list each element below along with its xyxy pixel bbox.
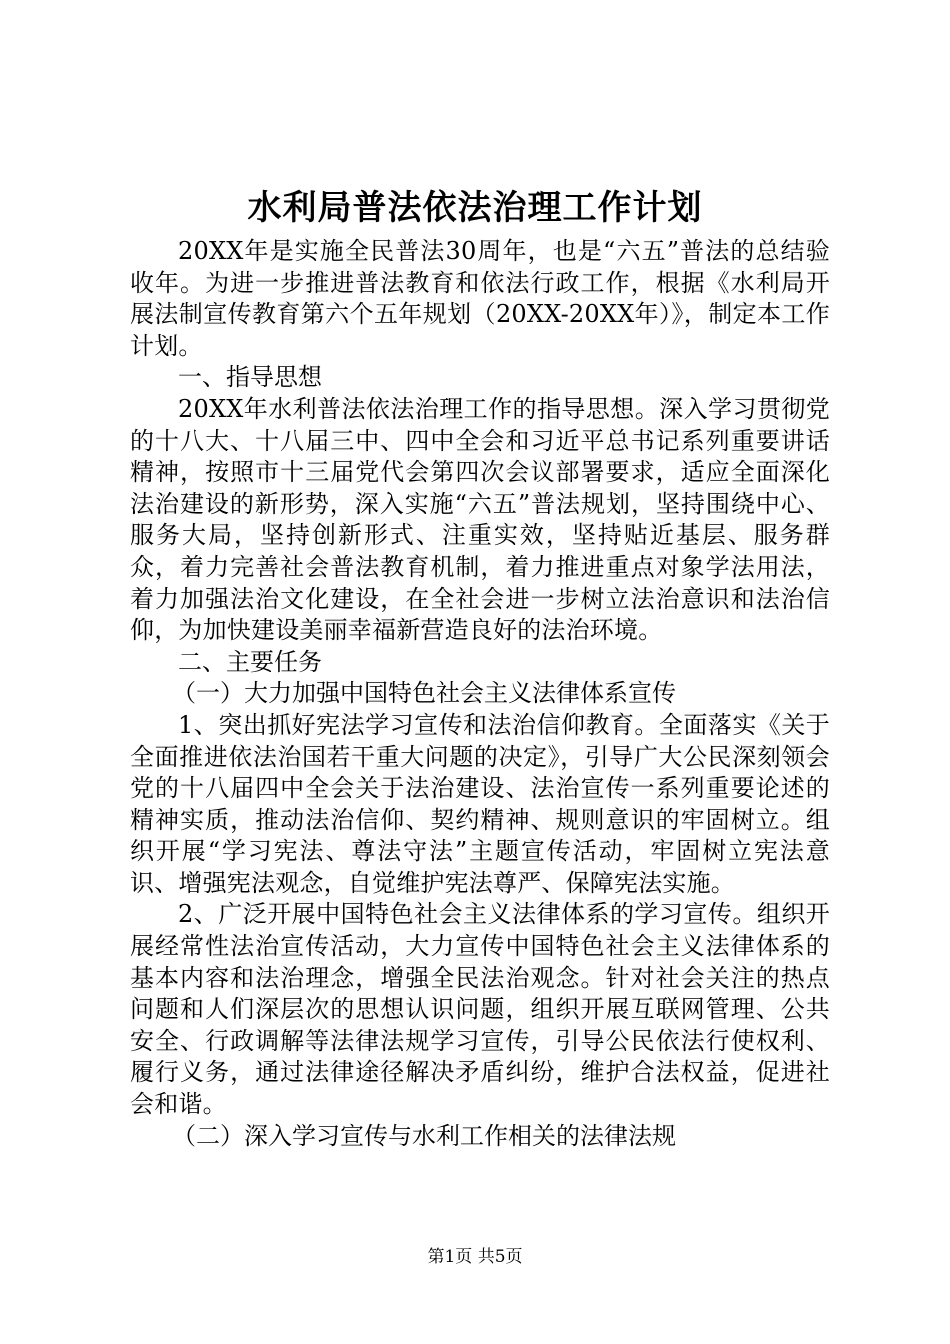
document-body (130, 236, 830, 1152)
task-paragraph-2: 2、广泛开展中国特色社会主义法律体系的学习宣传。组织开展经常性法治宣传活动，大力宣传中国特色社会主义法律体系的基本内容和法治理念，增强全民法治观念。针对社会关注的热点问题和人们深层次的思想认识问题，组织开展互联网管理、公共安全、行政调解等法律法规学习宣传，引导公民依法行使权利、履行义务，通过法律途径解决矛盾纠纷，维护合法权益，促进社会和谐。 (130, 900, 830, 1119)
subsection-heading-1: （一）大力加强中国特色社会主义法律体系宣传 (172, 679, 676, 708)
subsection-heading-2: （二）深入学习宣传与水利工作相关的法律法规 (172, 1121, 676, 1150)
page-footer: 第1页 共5页 (427, 1247, 523, 1267)
task-paragraph-1: 1、突出抓好宪法学习宣传和法治信仰教育。全面落实《关于全面推进依法治国若干重大问题的决定》，引导广大公民深刻领会党的十八届四中全会关于法治建设、法治宣传一系列重要论述的精神实质，推动法治信仰、契约精神、规则意识的牢固树立。组织开展“学习宪法、尊法守法”主题宣传活动，牢固树立宪法意识、增强宪法观念，自觉维护宪法尊严、保障宪法实施。 (130, 710, 830, 897)
intro-paragraph: 20XX年是实施全民普法30周年，也是“六五”普法的总结验收年。为进一步推进普法教育和依法行政工作，根据《水利局开展法制宣传教育第六个五年规划（20XX-20XX年）》，制定本工作计划。 (130, 237, 830, 360)
section-heading-main-tasks: 二、主要任务 (178, 647, 322, 676)
section-heading-guiding-thought: 一、指导思想 (178, 363, 322, 392)
document-title: 水利局普法依法治理工作计划 (247, 188, 703, 228)
guiding-thought-paragraph: 20XX年水利普法依法治理工作的指导思想。深入学习贯彻党的十八大、十八届三中、四中全会和习近平总书记系列重要讲话精神，按照市十三届党代会第四次会议部署要求，适应全面深化法治建设的新形势，深入实施“六五”普法规划，坚持围绕中心、服务大局，坚持创新形式、注重实效，坚持贴近基层、服务群众，着力完善社会普法教育机制，着力推进重点对象学法用法，着力加强法治文化建设，在全社会进一步树立法治意识和法治信仰，为加快建设美丽幸福新营造良好的法治环境。 (130, 394, 830, 645)
